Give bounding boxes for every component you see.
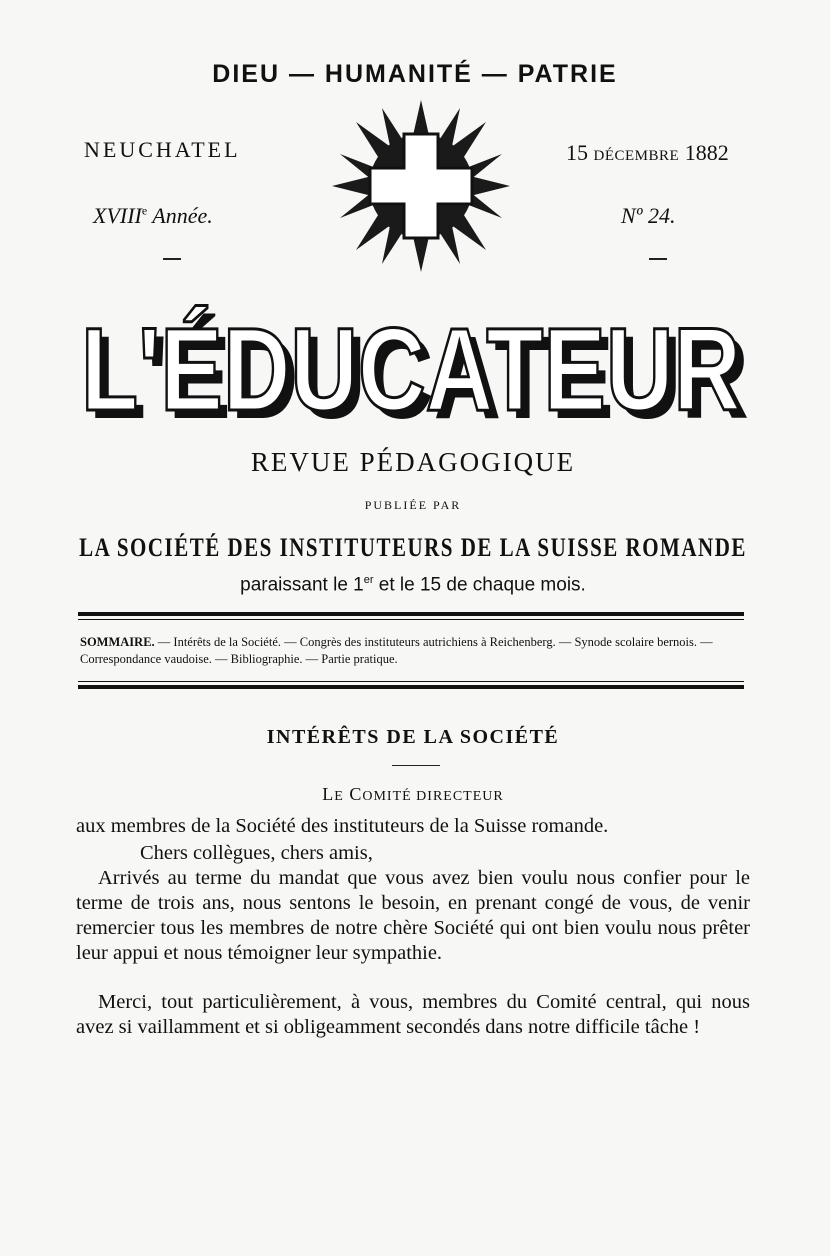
salutation: Chers collègues, chers amis,: [140, 842, 373, 864]
motto: DIEU — HUMANITÉ — PATRIE: [212, 60, 618, 88]
sommaire-items: — Intérêts de la Société. — Congrès des instituteurs autrichiens à Reichenberg. — Synode scolaire bernois. — Correspondance vaudoise. — Bibliographie. — Partie pratique.: [80, 635, 713, 666]
section-rule: [392, 765, 440, 766]
date-month: DÉCEMBRE: [593, 148, 680, 164]
frequency-a: paraissant le 1: [240, 574, 364, 596]
left-dash: [163, 258, 181, 260]
swiss-cross-emblem-icon: [332, 100, 510, 272]
paragraph-1: Arrivés au terme du mandat que vous avez bien voulu nous confier pour le terme de trois ans, nous sentons le besoin, en prenant congé de vous, de venir remercier tous les membres de notre chère Société qui ont bien voulu nous prêter leur appui et nous témoigner leur sympathie.: [76, 867, 750, 964]
volume-year: [93, 203, 213, 229]
issue-date: [566, 140, 729, 166]
published-by: PUBLIÉE PAR: [364, 498, 462, 512]
year-roman: XVIII: [93, 203, 142, 228]
rule-bottom-thick: [78, 685, 744, 689]
masthead-title-shadow: L'ÉDUCATEUR: [89, 312, 749, 444]
rule-top-thin: [78, 619, 744, 620]
publication-frequency: [0, 574, 826, 596]
address-line: aux membres de la Société des instituteurs de la Suisse romande.: [76, 815, 609, 837]
city: NEUCHATEL: [84, 137, 241, 162]
rule-bottom-thin: [78, 681, 744, 682]
frequency-sup: er: [363, 574, 374, 586]
masthead-title: [70, 300, 760, 444]
section-heading: INTÉRÊTS DE LA SOCIÉTÉ: [266, 726, 560, 748]
from-le: L: [322, 784, 335, 804]
from-line: [0, 784, 826, 805]
year-sup: e: [141, 203, 148, 218]
subtitle: REVUE PÉDAGOGIQUE: [250, 447, 576, 477]
right-dash: [649, 258, 667, 260]
frequency-b: et le 15 de chaque mois.: [373, 574, 586, 596]
date-day: 15: [566, 140, 588, 165]
society-name: LA SOCIÉTÉ DES INSTITUTEURS DE LA SUISSE ROMANDE: [79, 532, 747, 562]
masthead-title-text: L'ÉDUCATEUR: [81, 304, 741, 436]
from-le-sc: E: [334, 789, 344, 804]
paragraph-2: Merci, tout particulièrement, à vous, membres du Comité central, qui nous avez si vaillamment et si obligeamment secondés dans notre difficile tâche !: [76, 991, 750, 1038]
from-rest: OMITÉ DIRECTEUR: [362, 789, 504, 804]
sommaire: [80, 634, 748, 668]
date-year: 1882: [684, 140, 729, 165]
sommaire-label: SOMMAIRE.: [80, 635, 155, 649]
year-word: Année.: [152, 203, 213, 228]
rule-top-thick: [78, 612, 744, 616]
issue-number: Nº 24.: [621, 203, 676, 228]
from-c: C: [349, 784, 363, 804]
